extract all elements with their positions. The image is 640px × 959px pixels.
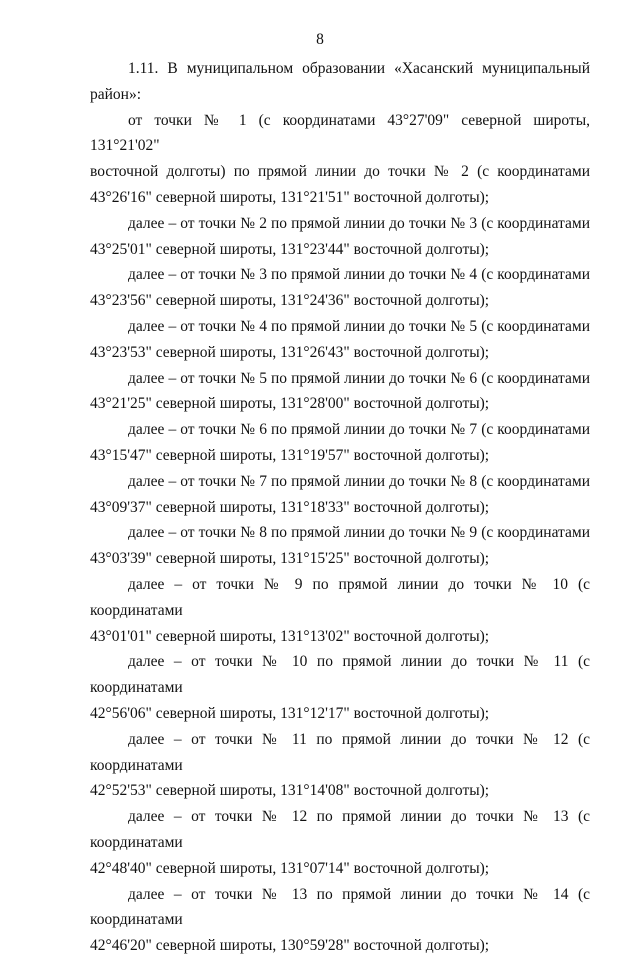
boundary-segment-8-9 xyxy=(90,520,590,572)
section-heading xyxy=(90,56,590,108)
segment-line-1: далее – от точки № 4 по прямой линии до точки № 5 (с координатами xyxy=(128,317,590,335)
boundary-segment-13-14 xyxy=(90,882,590,959)
segment-line-2: 42°48'40" северной широты, 131°07'14" восточной долготы); xyxy=(90,859,490,877)
page-number: 8 xyxy=(316,31,324,48)
boundary-segment-5-6 xyxy=(90,366,590,418)
segment-line-2: 43°03'39" северной широты, 131°15'25" восточной долготы); xyxy=(90,550,490,568)
boundary-point-1-line-3: 43°26'16" северной широты, 131°21'51" восточной долготы); xyxy=(90,188,490,206)
segment-line-1: далее – от точки № 5 по прямой линии до точки № 6 (с координатами xyxy=(128,369,590,387)
boundary-segment-11-12 xyxy=(90,727,590,804)
segment-line-2: 43°01'01" северной широты, 131°13'02" восточной долготы); xyxy=(90,627,490,645)
document-body xyxy=(90,56,590,959)
boundary-point-1-line-2: восточной долготы) по прямой линии до точки № 2 (с координатами xyxy=(90,163,590,181)
segment-line-2: 43°15'47" северной широты, 131°19'57" восточной долготы); xyxy=(90,446,490,464)
segment-line-1: далее – от точки № 13 по прямой линии до точки № 14 (с координатами xyxy=(90,885,590,929)
boundary-point-1-line-1: от точки № 1 (с координатами 43°27'09" северной широты, 131°21'02" xyxy=(90,111,590,155)
segment-line-1: далее – от точки № 2 по прямой линии до точки № 3 (с координатами xyxy=(128,214,590,232)
segment-line-2: 42°46'20" северной широты, 130°59'28" восточной долготы); xyxy=(90,937,490,955)
boundary-segment-9-10 xyxy=(90,572,590,649)
boundary-segment-4-5 xyxy=(90,314,590,366)
segment-line-2: 43°23'56" северной широты, 131°24'36" восточной долготы); xyxy=(90,292,490,310)
boundary-point-1 xyxy=(90,108,590,211)
boundary-segment-2-3 xyxy=(90,211,590,263)
segment-line-1: далее – от точки № 10 по прямой линии до точки № 11 (с координатами xyxy=(90,653,590,697)
section-heading-line-1: 1.11. В муниципальном образовании «Хасанский муниципальный xyxy=(128,60,590,77)
segment-line-2: 42°56'06" северной широты, 131°12'17" восточной долготы); xyxy=(90,704,490,722)
boundary-segment-3-4 xyxy=(90,262,590,314)
segment-line-1: далее – от точки № 11 по прямой линии до точки № 12 (с координатами xyxy=(90,730,590,774)
segment-line-2: 43°09'37" северной широты, 131°18'33" восточной долготы); xyxy=(90,498,490,516)
segment-line-2: 43°23'53" северной широты, 131°26'43" восточной долготы); xyxy=(90,343,490,361)
segment-line-2: 43°21'25" северной широты, 131°28'00" восточной долготы); xyxy=(90,395,490,413)
segment-line-1: далее – от точки № 6 по прямой линии до точки № 7 (с координатами xyxy=(128,421,590,439)
segment-line-1: далее – от точки № 8 по прямой линии до точки № 9 (с координатами xyxy=(128,524,590,542)
boundary-segment-12-13 xyxy=(90,804,590,881)
boundary-segment-10-11 xyxy=(90,649,590,726)
boundary-segment-6-7 xyxy=(90,417,590,469)
segment-line-2: 42°52'53" северной широты, 131°14'08" восточной долготы); xyxy=(90,782,490,800)
segment-line-2: 43°25'01" северной широты, 131°23'44" восточной долготы); xyxy=(90,240,490,258)
segment-line-1: далее – от точки № 9 по прямой линии до точки № 10 (с координатами xyxy=(90,575,590,619)
segment-line-1: далее – от точки № 12 по прямой линии до точки № 13 (с координатами xyxy=(90,808,590,851)
segment-line-1: далее – от точки № 7 по прямой линии до точки № 8 (с координатами xyxy=(128,472,590,490)
segment-line-1: далее – от точки № 3 по прямой линии до точки № 4 (с координатами xyxy=(128,266,590,284)
section-heading-line-2: район»: xyxy=(90,85,142,103)
boundary-segment-7-8 xyxy=(90,469,590,521)
